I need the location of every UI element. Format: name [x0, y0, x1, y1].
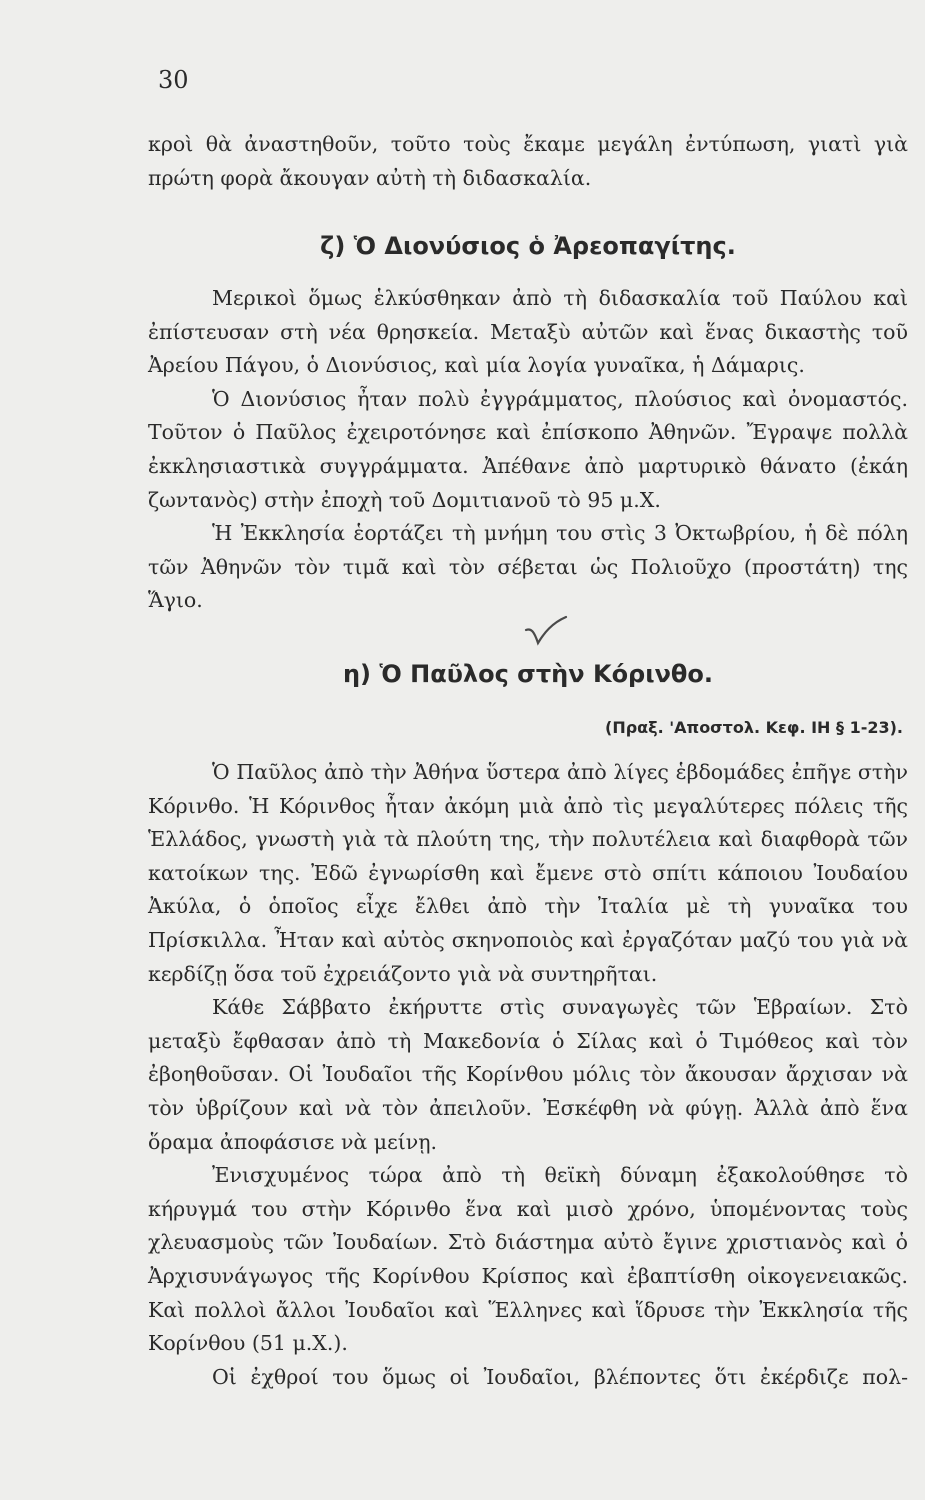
- intro-text-block: [148, 128, 908, 195]
- section-h-heading: η) Ὁ Παῦλος στὴν Κόρινθο.: [342, 660, 714, 688]
- section-z-paragraph-2: Ὁ Διονύσιος ἦταν πολὺ ἐγγράμματος, πλούσιος καὶ ὀνομαστός. Τοῦτον ὁ Παῦλος ἐχειροτόνησε καὶ ἐπίσκοπο Ἀθηνῶν. Ἔγραψε πολλὰ ἐκκλησιαστικὰ συγγράμματα. Ἀπέθανε ἀπὸ μαρτυρικὸ θάνατο (ἐκάη ζωντανὸς) στὴν ἐποχὴ τοῦ Δομιτιανοῦ τὸ 95 μ.Χ.: [148, 386, 908, 512]
- scripture-reference: (Πραξ. 'Αποστολ. Κεφ. ΙΗ § 1-23).: [605, 718, 903, 737]
- section-h-paragraph-1: Ὁ Παῦλος ἀπὸ τὴν Ἀθήνα ὕστερα ἀπὸ λίγες ἑβδομάδες ἐπῆγε στὴν Κόρινθο. Ἡ Κόρινθος ἦταν ἀκόμη μιὰ ἀπὸ τὶς μεγαλύτερες πόλεις τῆς Ἑλλάδος, γνωστὴ γιὰ τὰ πλούτη της, τὴν πολυτέλεια καὶ διαφθορὰ τῶν κατοίκων της. Ἐδῶ ἐγνωρίσθη καὶ ἔμενε στὸ σπίτι κάποιου Ἰουδαίου Ἀκύλα, ὁ ὁποῖος εἶχε ἔλθει ἀπὸ τὴν Ἰταλία μὲ τὴ γυναῖκα του Πρίσκιλλα. Ἦταν καὶ αὐτὸς σκηνοποιὸς καὶ ἐργαζόταν μαζύ του γιὰ νὰ κερδίζῃ ὅσα τοῦ ἐχρειάζοντο γιὰ νὰ συντηρῆται.: [148, 760, 908, 986]
- intro-paragraph: κροὶ θὰ ἀναστηθοῦν, τοῦτο τοὺς ἔκαμε μεγάλη ἐντύπωση, γιατὶ γιὰ πρώτη φορὰ ἄκουγαν αὐτὴ τὴ διδασκαλία.: [148, 132, 908, 190]
- section-h-paragraph-3: Ἐνισχυμένος τώρα ἀπὸ τὴ θεϊκὴ δύναμη ἐξακολούθησε τὸ κήρυγμά του στὴν Κόρινθο ἕνα καὶ μισὸ χρόνο, ὑπομένοντας τοὺς χλευασμοὺς τῶν Ἰουδαίων. Στὸ διάστημα αὐτὸ ἔγινε χριστιανὸς καὶ ὁ Ἀρχισυνάγωγος τῆς Κορίνθου Κρίσπος καὶ ἐβαπτίσθη οἰκογενειακῶς. Καὶ πολλοὶ ἄλλοι Ἰουδαῖοι καὶ Ἕλληνες καὶ ἵδρυσε τὴν Ἐκκλησία τῆς Κορίνθου (51 μ.Χ.).: [148, 1163, 908, 1356]
- section-h-paragraph-2: Κάθε Σάββατο ἐκήρυττε στὶς συναγωγὲς τῶν Ἑβραίων. Στὸ μεταξὺ ἔφθασαν ἀπὸ τὴ Μακεδονία ὁ Σίλας καὶ ὁ Τιμόθεος καὶ τὸν ἐβοηθοῦσαν. Οἱ Ἰουδαῖοι τῆς Κορίνθου μόλις τὸν ἄκουσαν ἄρχισαν νὰ τὸν ὑβρίζουν καὶ νὰ τὸν ἀπειλοῦν. Ἐσκέφθη νὰ φύγῃ. Ἀλλὰ ἀπὸ ἕνα ὅραμα ἀποφάσισε νὰ μείνῃ.: [148, 995, 908, 1154]
- section-z-heading: ζ) Ὁ Διονύσιος ὁ Ἀρεοπαγίτης.: [320, 232, 736, 260]
- page-number: 30: [158, 66, 189, 94]
- section-h-paragraph-4: Οἱ ἐχθροί του ὅμως οἱ Ἰουδαῖοι, βλέποντες ὅτι ἐκέρδιζε πολ-: [212, 1364, 908, 1389]
- section-z-body: [148, 282, 908, 618]
- section-h-body: [148, 756, 908, 1394]
- handwritten-check-mark-icon: [522, 614, 570, 648]
- section-z-paragraph-3: Ἡ Ἐκκλησία ἑορτάζει τὴ μνήμη του στὶς 3 Ὀκτωβρίου, ἡ δὲ πόλη τῶν Ἀθηνῶν τὸν τιμᾶ καὶ τὸν σέβεται ὡς Πολιοῦχο (προστάτη) της Ἅγιο.: [148, 521, 908, 613]
- section-z-paragraph-1: Μερικοὶ ὅμως ἑλκύσθηκαν ἀπὸ τὴ διδασκαλία τοῦ Παύλου καὶ ἐπίστευσαν στὴ νέα θρησκεία. Μεταξὺ αὐτῶν καὶ ἕνας δικαστὴς τοῦ Ἀρείου Πάγου, ὁ Διονύσιος, καὶ μία λογία γυναῖκα, ἡ Δάμαρις.: [148, 286, 908, 378]
